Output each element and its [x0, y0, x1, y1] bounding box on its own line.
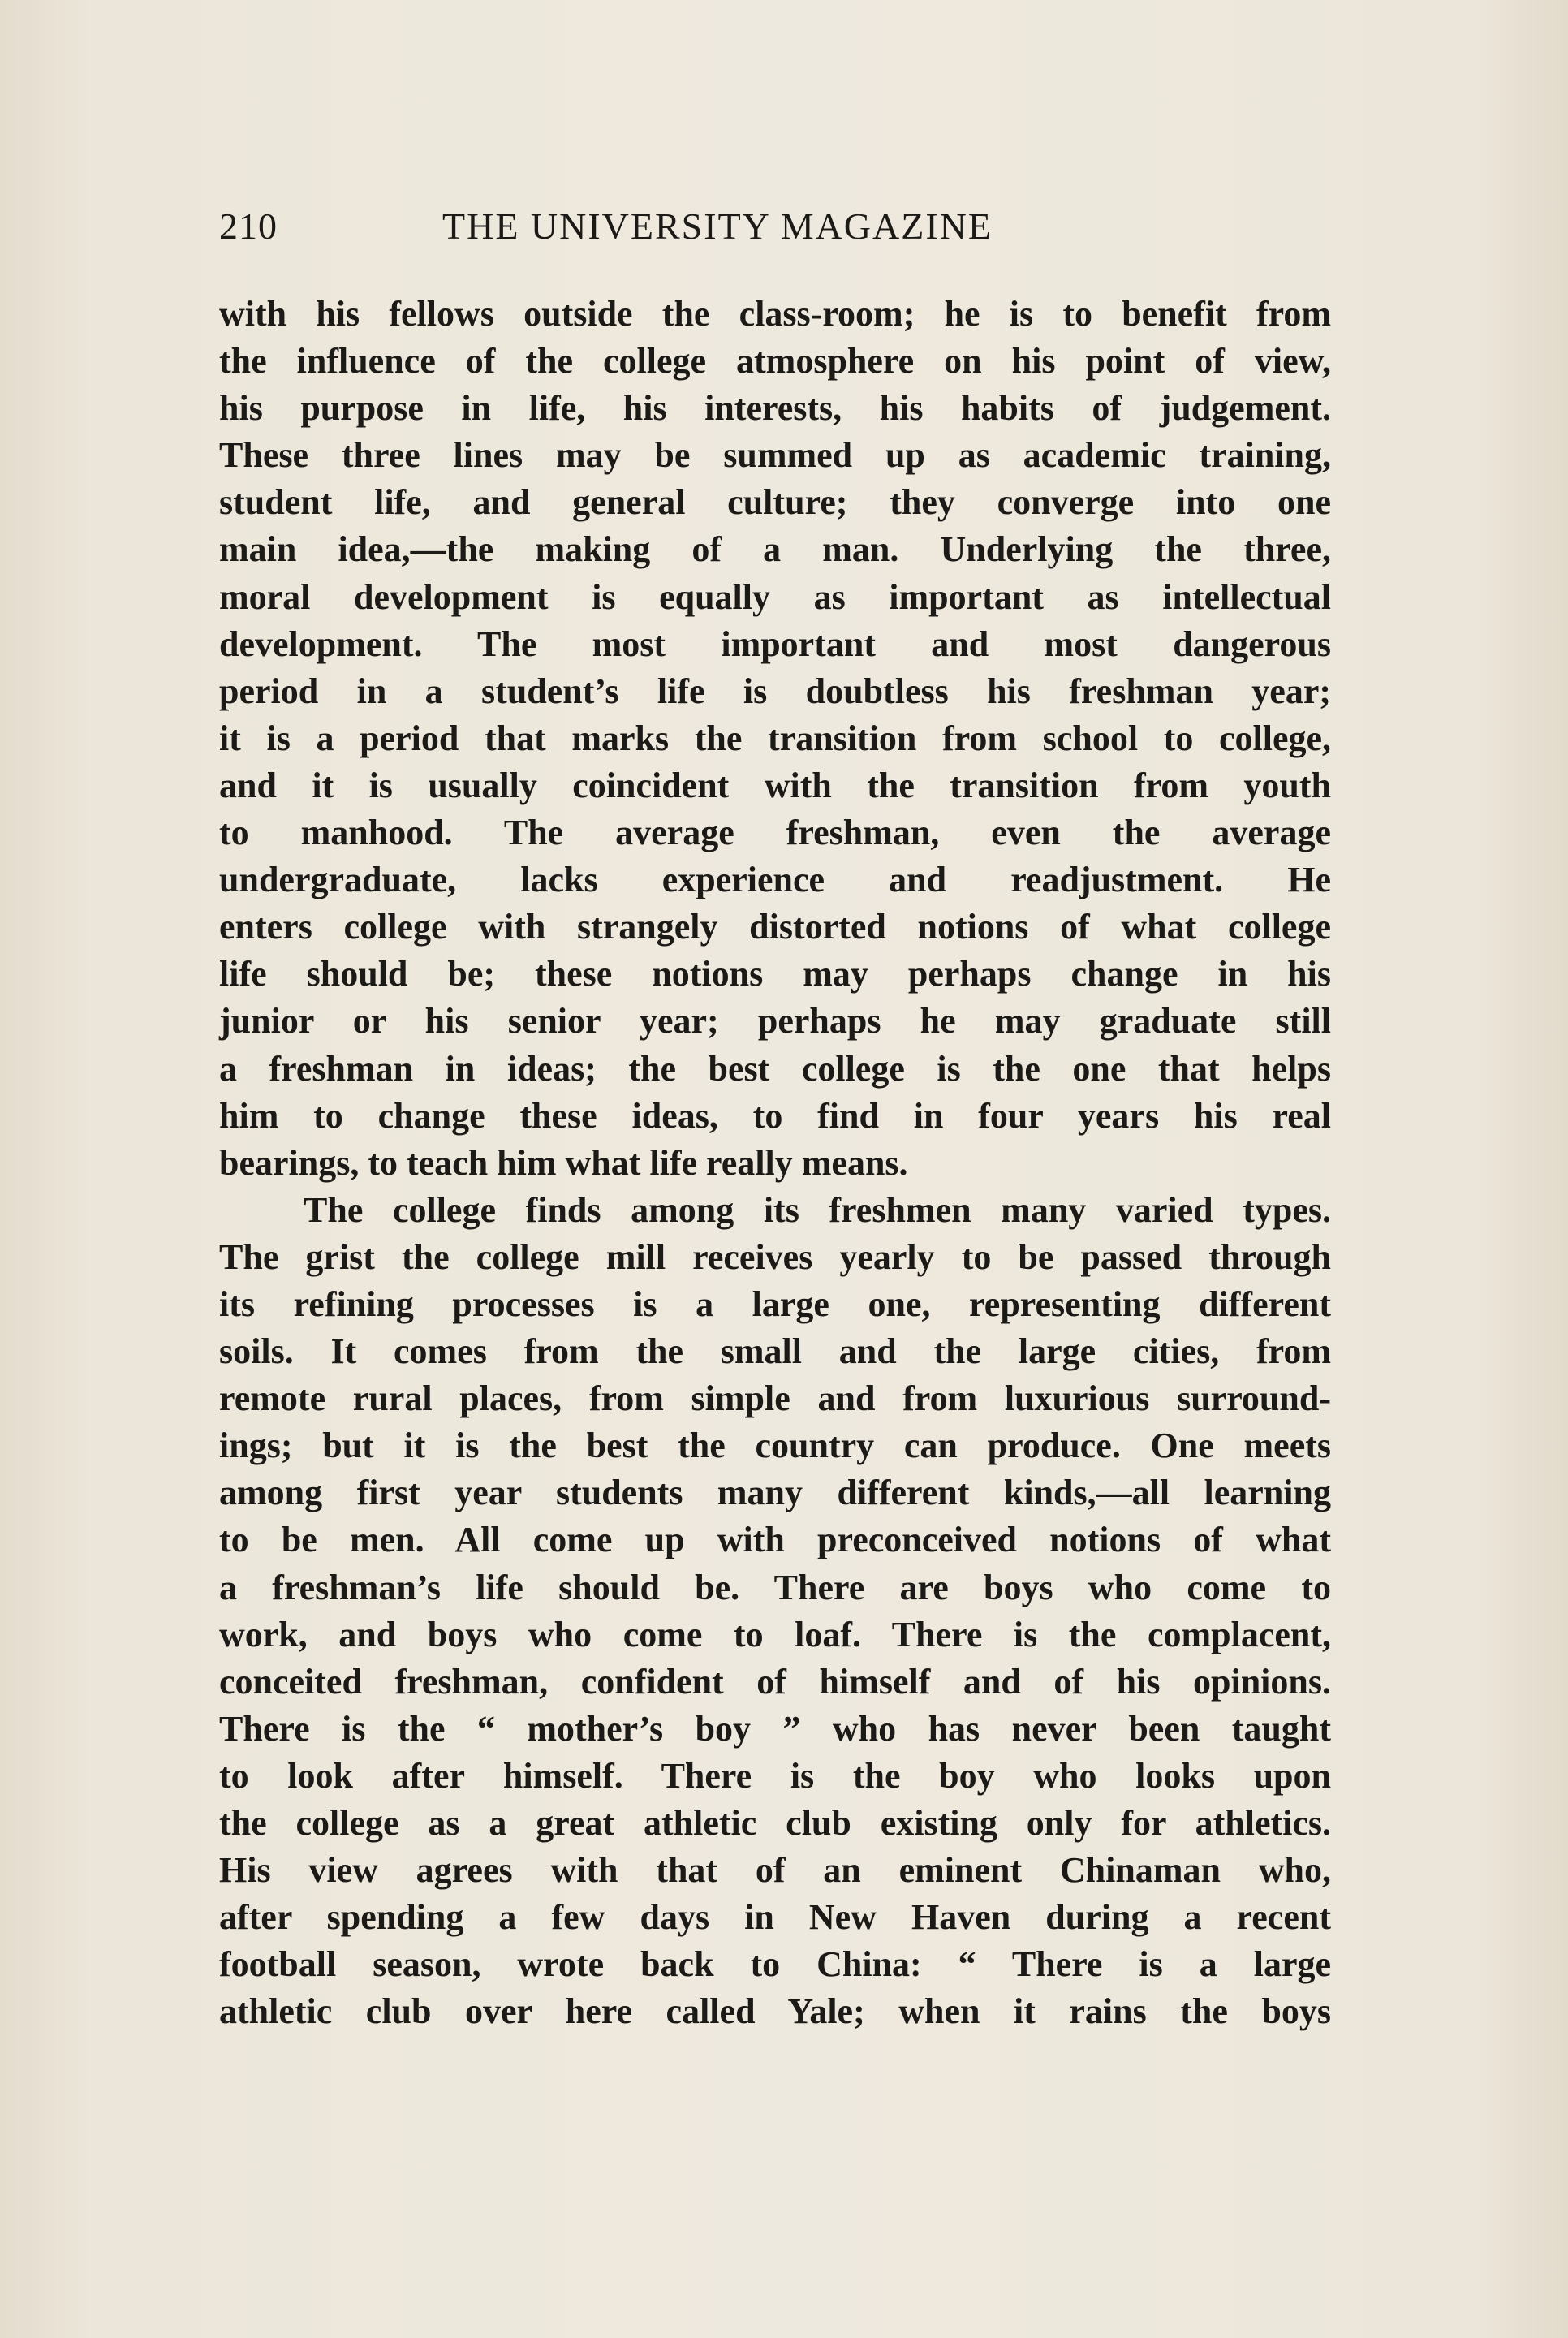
- text-line: to look after himself. There is the boy who looks upon: [219, 1755, 1331, 1796]
- paragraph-2: [219, 1187, 1331, 2036]
- text-line: a freshman in ideas; the best college is the one that helps: [219, 1048, 1331, 1089]
- text-line: moral development is equally as important as intellectual: [219, 576, 1331, 617]
- text-line: conceited freshman, confident of himself and of his opinions.: [219, 1661, 1331, 1702]
- text-line: enters college with strangely distorted notions of what college: [219, 907, 1331, 947]
- page-header: [219, 205, 1331, 261]
- text-line: the influence of the college atmosphere on his point of view,: [219, 341, 1331, 382]
- text-line: work, and boys who come to loaf. There is the complacent,: [219, 1614, 1331, 1654]
- text-line: its refining processes is a large one, representing different: [219, 1283, 1331, 1324]
- text-line: The grist the college mill receives yearly to be passed through: [219, 1236, 1331, 1277]
- text-line: and it is usually coincident with the transition from youth: [219, 765, 1331, 805]
- text-line: it is a period that marks the transition from school to college,: [219, 718, 1331, 758]
- body-text: [219, 291, 1331, 2035]
- text-line: undergraduate, lacks experience and readjustment. He: [219, 860, 1331, 900]
- text-line: junior or his senior year; perhaps he may graduate still: [219, 1001, 1331, 1042]
- running-head: THE UNIVERSITY MAGAZINE: [442, 205, 993, 247]
- text-line: the college as a great athletic club existing only for athletics.: [219, 1803, 1331, 1843]
- paragraph-1: [219, 291, 1331, 1187]
- text-line: remote rural places, from simple and from luxurious surround-: [219, 1378, 1331, 1419]
- page-number: 210: [219, 205, 278, 247]
- text-line: The college finds among its freshmen many varied types.: [304, 1189, 1331, 1230]
- text-line: his purpose in life, his interests, his habits of judgement.: [219, 388, 1331, 429]
- text-line: to manhood. The average freshman, even the average: [219, 813, 1331, 853]
- text-line: bearings, to teach him what life really means.: [219, 1142, 908, 1183]
- text-line: soils. It comes from the small and the large cities, from: [219, 1331, 1331, 1372]
- text-line: him to change these ideas, to find in four years his real: [219, 1095, 1331, 1136]
- text-line: These three lines may be summed up as academic training,: [219, 435, 1331, 476]
- text-line: life should be; these notions may perhaps change in his: [219, 954, 1331, 994]
- text-line: student life, and general culture; they converge into one: [219, 482, 1331, 523]
- text-line: football season, wrote back to China: “ There is a large: [219, 1944, 1331, 1985]
- text-line: main idea,—the making of a man. Underlying the three,: [219, 529, 1331, 570]
- text-line: with his fellows outside the class-room; he is to benefit from: [219, 294, 1331, 334]
- text-line: ings; but it is the best the country can produce. One meets: [219, 1426, 1331, 1466]
- text-line: There is the “ mother’s boy ” who has never been taught: [219, 1708, 1331, 1749]
- text-line: His view agrees with that of an eminent Chinaman who,: [219, 1850, 1331, 1891]
- text-line: after spending a few days in New Haven during a recent: [219, 1897, 1331, 1938]
- text-line: among first year students many different kinds,—all learning: [219, 1473, 1331, 1513]
- text-line: to be men. All come up with preconceived notions of what: [219, 1520, 1331, 1560]
- text-line: period in a student’s life is doubtless his freshman year;: [219, 671, 1331, 711]
- text-line: development. The most important and most dangerous: [219, 623, 1331, 664]
- text-line: athletic club over here called Yale; when it rains the boys: [219, 1991, 1331, 2032]
- text-line: a freshman’s life should be. There are boys who come to: [219, 1567, 1331, 1607]
